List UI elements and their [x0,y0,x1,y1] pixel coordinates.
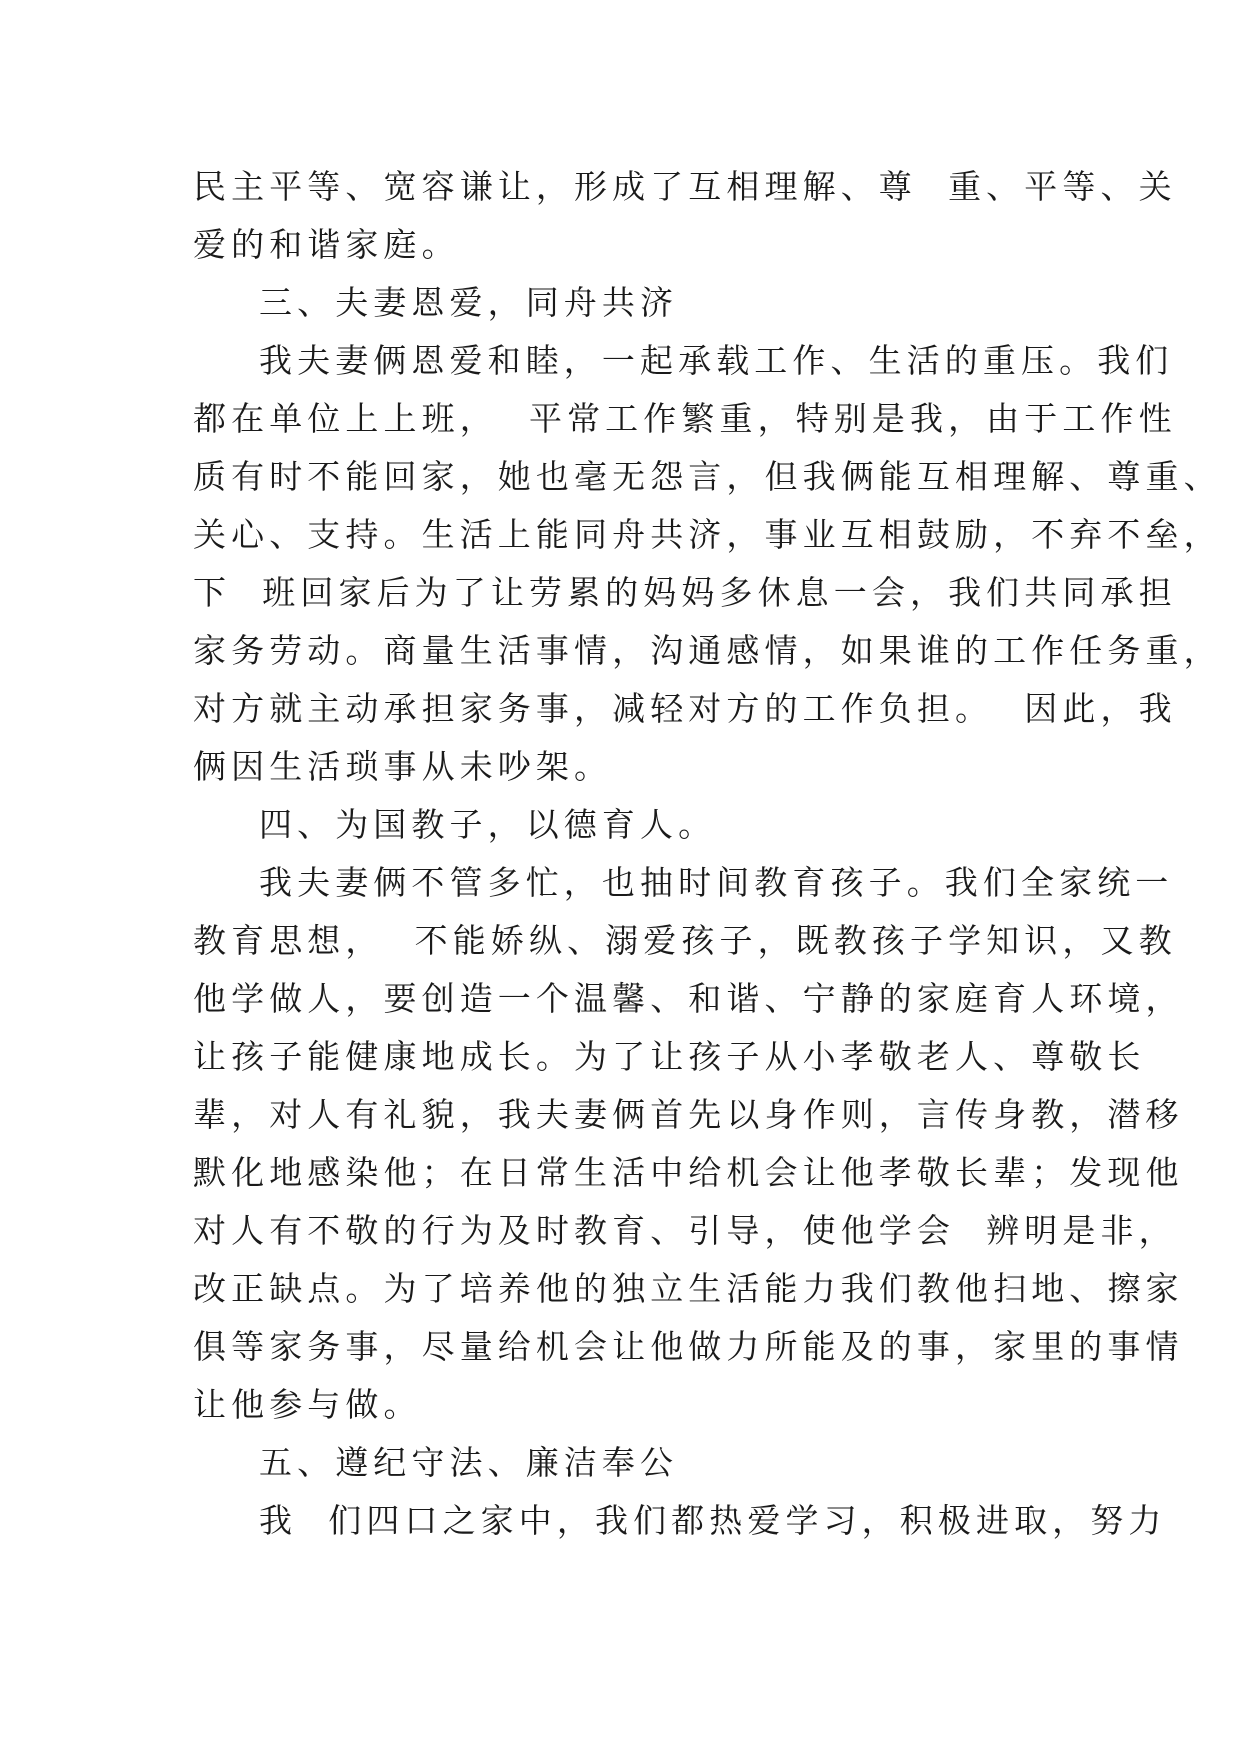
text-line: 辈，对人有礼貌，我夫妻俩首先以身作则，言传身教，潜移 [193,1095,1184,1134]
text-line: 教育思想， 不能娇纵、溺爱孩子，既教孩子学知识，又教 [193,921,1177,960]
text-line: 对方就主动承担家务事，减轻对方的工作负担。 因此，我 [193,689,1177,728]
paragraph-start: 我 们四口之家中，我们都热爱学习，积极进取，努力 [259,1501,1167,1540]
text-line: 下 班回家后为了让劳累的妈妈多休息一会，我们共同承担 [193,573,1177,612]
section-heading: 四、为国教子，以德育人。 [259,805,717,844]
text-line: 质有时不能回家，她也毫无怨言，但我俩能互相理解、尊重、 [193,457,1222,496]
text-line: 改正缺点。为了培养他的独立生活能力我们教他扫地、擦家 [193,1269,1184,1308]
paragraph-start: 我夫妻俩恩爱和睦，一起承载工作、生活的重压。我们 [259,341,1174,380]
section-heading: 五、遵纪守法、廉洁奉公 [259,1443,679,1482]
text-line: 家务劳动。商量生活事情，沟通感情，如果谁的工作任务重， [193,631,1222,670]
text-line: 默化地感染他；在日常生活中给机会让他孝敬长辈；发现他 [193,1153,1184,1192]
text-line: 俱等家务事，尽量给机会让他做力所能及的事，家里的事情 [193,1327,1184,1366]
text-line: 俩因生活琐事从未吵架。 [193,747,613,786]
text-line: 让孩子能健康地成长。为了让孩子从小孝敬老人、尊敬长 [193,1037,1146,1076]
text-line: 爱的和谐家庭。 [193,225,460,264]
paragraph-start: 我夫妻俩不管多忙，也抽时间教育孩子。我们全家统一 [259,863,1174,902]
text-line: 民主平等、宽容谦让，形成了互相理解、尊 重、平等、关 [193,167,1177,206]
section-heading: 三、夫妻恩爱，同舟共济 [259,283,679,322]
text-line: 让他参与做。 [193,1385,422,1424]
text-line: 他学做人，要创造一个温馨、和谐、宁静的家庭育人环境， [193,979,1184,1018]
text-line: 对人有不敬的行为及时教育、引导，使他学会 辨明是非， [193,1211,1177,1250]
text-line: 都在单位上上班， 平常工作繁重，特别是我，由于工作性 [193,399,1177,438]
text-line: 关心、支持。生活上能同舟共济，事业互相鼓励，不弃不垒， [193,515,1222,554]
document-body [193,158,1222,1550]
